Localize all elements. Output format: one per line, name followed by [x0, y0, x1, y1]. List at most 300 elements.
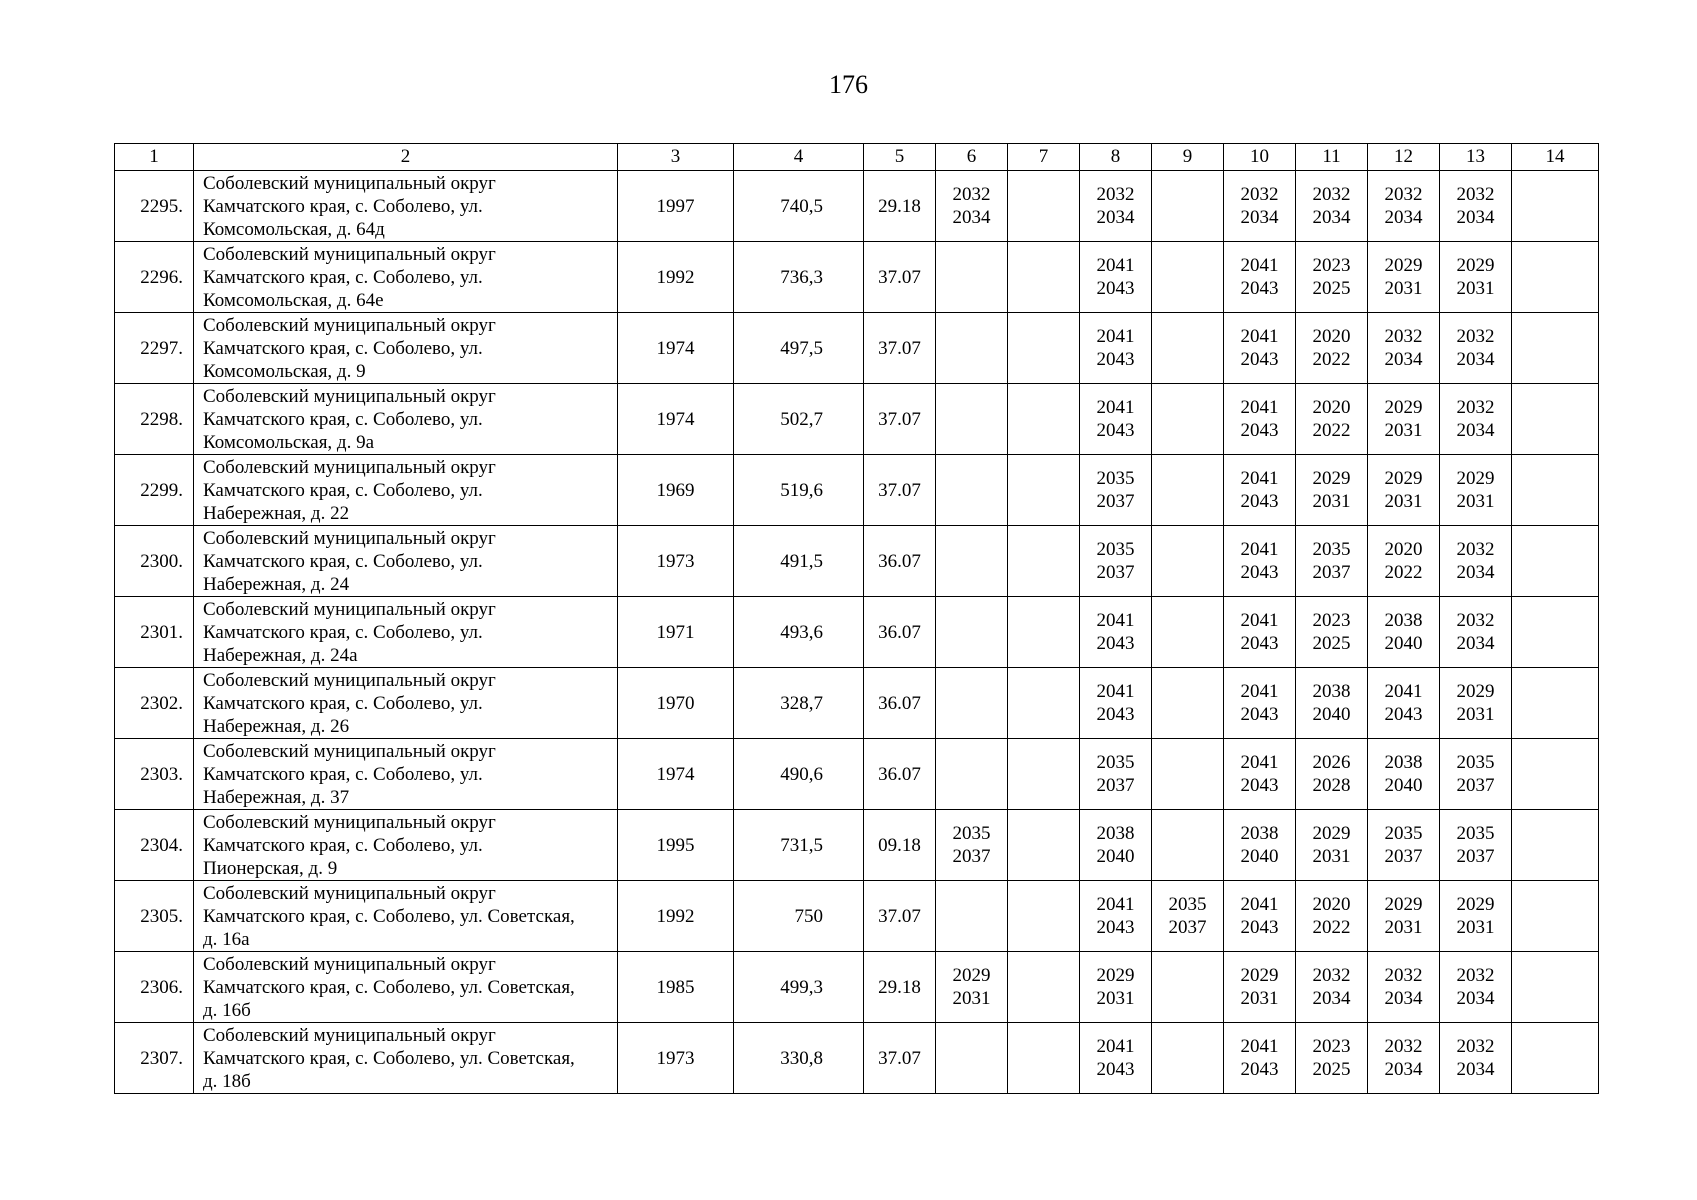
period-cell-c11-line: 2020 — [1312, 326, 1351, 347]
code-cell — [864, 1023, 936, 1094]
period-cell-c8-line: 2037 — [1096, 775, 1135, 796]
period-cell-c10-line: 2043 — [1240, 633, 1279, 654]
period-cell-c10-line: 2041 — [1240, 681, 1279, 702]
period-cell-c10-line: 2043 — [1240, 349, 1279, 370]
period-cell-c6 — [936, 810, 1008, 881]
year-cell — [618, 952, 734, 1023]
period-cell-c8 — [1080, 455, 1152, 526]
period-cell-c11 — [1296, 668, 1368, 739]
period-cell-c8 — [1080, 384, 1152, 455]
year-cell-line: 1970 — [656, 692, 695, 714]
period-cell-c7 — [1008, 384, 1080, 455]
area-cell — [734, 597, 864, 668]
period-cell-c12-line: 2031 — [1384, 278, 1423, 299]
table-row — [115, 1023, 1599, 1094]
period-cell-c10 — [1224, 597, 1296, 668]
period-cell-c6 — [936, 739, 1008, 810]
period-cell-c13-line: 2031 — [1456, 491, 1495, 512]
header-cell: 8 — [1080, 144, 1152, 171]
row-number-cell — [115, 313, 194, 384]
year-cell-line: 1974 — [656, 337, 695, 359]
period-cell-c13 — [1440, 313, 1512, 384]
code-cell — [864, 171, 936, 242]
year-cell — [618, 384, 734, 455]
address-cell — [194, 171, 618, 242]
period-cell-c8-line: 2041 — [1096, 255, 1135, 276]
code-cell — [864, 313, 936, 384]
period-cell-c9 — [1152, 242, 1224, 313]
period-cell-c10-line: 2040 — [1240, 846, 1279, 867]
year-cell-line: 1992 — [656, 266, 695, 288]
table-header-row — [115, 144, 1599, 171]
period-cell-c6 — [936, 952, 1008, 1023]
area-cell — [734, 526, 864, 597]
period-cell-c8 — [1080, 1023, 1152, 1094]
period-cell-c13-line: 2031 — [1456, 278, 1495, 299]
period-cell-c10 — [1224, 455, 1296, 526]
period-cell-c8-line: 2043 — [1096, 420, 1135, 441]
area-cell-line: 491,5 — [780, 550, 823, 572]
period-cell-c12 — [1368, 384, 1440, 455]
period-cell-c11-line: 2037 — [1312, 562, 1351, 583]
period-cell-c8-line: 2031 — [1096, 988, 1135, 1009]
period-cell-c10 — [1224, 242, 1296, 313]
address-cell-line: Набережная, д. 24а — [203, 644, 358, 666]
year-cell-line: 1992 — [656, 905, 695, 927]
period-cell-c13-line: 2031 — [1456, 917, 1495, 938]
area-cell — [734, 171, 864, 242]
period-cell-c10-line: 2041 — [1240, 255, 1279, 276]
period-cell-c6 — [936, 242, 1008, 313]
area-cell-line: 497,5 — [780, 337, 823, 359]
period-cell-c10-line: 2041 — [1240, 539, 1279, 560]
period-cell-c10-line: 2043 — [1240, 562, 1279, 583]
address-cell — [194, 668, 618, 739]
year-cell-line: 1997 — [656, 195, 695, 217]
period-cell-c13-line: 2032 — [1456, 397, 1495, 418]
area-cell — [734, 952, 864, 1023]
period-cell-c10-line: 2029 — [1240, 965, 1279, 986]
period-cell-c7 — [1008, 455, 1080, 526]
period-cell-c13 — [1440, 242, 1512, 313]
period-cell-c13 — [1440, 881, 1512, 952]
period-cell-c13-line: 2032 — [1456, 184, 1495, 205]
period-cell-c10-line: 2041 — [1240, 468, 1279, 489]
address-cell-line: Камчатского края, с. Соболево, ул. — [203, 550, 483, 572]
period-cell-c13-line: 2034 — [1456, 562, 1495, 583]
period-cell-c10-line: 2043 — [1240, 1059, 1279, 1080]
address-cell-line: Соболевский муниципальный округ — [203, 598, 496, 620]
period-cell-c6-line: 2034 — [952, 207, 991, 228]
header-cell: 2 — [194, 144, 618, 171]
period-cell-c13-line: 2032 — [1456, 1036, 1495, 1057]
period-cell-c8-line: 2037 — [1096, 562, 1135, 583]
period-cell-c8-line: 2041 — [1096, 610, 1135, 631]
period-cell-c11-line: 2032 — [1312, 184, 1351, 205]
row-number-cell — [115, 739, 194, 810]
period-cell-c12-line: 2035 — [1384, 823, 1423, 844]
header-cell: 11 — [1296, 144, 1368, 171]
area-cell-line: 330,8 — [780, 1047, 823, 1069]
period-cell-c8 — [1080, 313, 1152, 384]
period-cell-c9 — [1152, 810, 1224, 881]
address-cell-line: Камчатского края, с. Соболево, ул. Советская, — [203, 1047, 575, 1069]
period-cell-c12 — [1368, 171, 1440, 242]
period-cell-c13-line: 2029 — [1456, 468, 1495, 489]
period-cell-c8-line: 2038 — [1096, 823, 1135, 844]
address-cell-line: Камчатского края, с. Соболево, ул. — [203, 763, 483, 785]
period-cell-c13-line: 2031 — [1456, 704, 1495, 725]
period-cell-c8-line: 2043 — [1096, 1059, 1135, 1080]
period-cell-c12 — [1368, 597, 1440, 668]
code-cell — [864, 455, 936, 526]
row-number-cell-line: 2305. — [140, 905, 183, 927]
period-cell-c11 — [1296, 171, 1368, 242]
area-cell-line: 490,6 — [780, 763, 823, 785]
period-cell-c13-line: 2034 — [1456, 1059, 1495, 1080]
address-cell-line: Соболевский муниципальный округ — [203, 172, 496, 194]
period-cell-c8-line: 2029 — [1096, 965, 1135, 986]
area-cell-line: 328,7 — [780, 692, 823, 714]
register-table — [114, 143, 1599, 1094]
code-cell — [864, 881, 936, 952]
period-cell-c12-line: 2031 — [1384, 420, 1423, 441]
period-cell-c8-line: 2035 — [1096, 752, 1135, 773]
period-cell-c8-line: 2043 — [1096, 349, 1135, 370]
period-cell-c12-line: 2029 — [1384, 255, 1423, 276]
period-cell-c10-line: 2038 — [1240, 823, 1279, 844]
address-cell-line: Соболевский муниципальный округ — [203, 740, 496, 762]
code-cell-line: 37.07 — [878, 337, 921, 359]
year-cell-line: 1971 — [656, 621, 695, 643]
period-cell-c12-line: 2034 — [1384, 1059, 1423, 1080]
row-number-cell-line: 2298. — [140, 408, 183, 430]
period-cell-c8-line: 2032 — [1096, 184, 1135, 205]
code-cell — [864, 597, 936, 668]
row-number-cell — [115, 526, 194, 597]
address-cell-line: Соболевский муниципальный округ — [203, 811, 496, 833]
period-cell-c13-line: 2034 — [1456, 207, 1495, 228]
year-cell-line: 1995 — [656, 834, 695, 856]
address-cell-line: Соболевский муниципальный округ — [203, 385, 496, 407]
address-cell — [194, 597, 618, 668]
period-cell-c13-line: 2037 — [1456, 775, 1495, 796]
period-cell-c8 — [1080, 668, 1152, 739]
period-cell-c12-line: 2031 — [1384, 917, 1423, 938]
address-cell-line: Комсомольская, д. 64е — [203, 289, 384, 311]
period-cell-c14 — [1512, 526, 1599, 597]
period-cell-c10-line: 2043 — [1240, 420, 1279, 441]
period-cell-c12 — [1368, 1023, 1440, 1094]
period-cell-c11-line: 2023 — [1312, 255, 1351, 276]
code-cell-line: 09.18 — [878, 834, 921, 856]
period-cell-c13 — [1440, 739, 1512, 810]
period-cell-c9 — [1152, 313, 1224, 384]
address-cell-line: Камчатского края, с. Соболево, ул. — [203, 337, 483, 359]
period-cell-c6-line: 2031 — [952, 988, 991, 1009]
row-number-cell — [115, 597, 194, 668]
period-cell-c11-line: 2029 — [1312, 823, 1351, 844]
period-cell-c10 — [1224, 952, 1296, 1023]
address-cell-line: Набережная, д. 22 — [203, 502, 350, 524]
page-number: 176 — [829, 70, 868, 99]
period-cell-c14 — [1512, 739, 1599, 810]
period-cell-c12-line: 2038 — [1384, 610, 1423, 631]
year-cell — [618, 739, 734, 810]
address-cell — [194, 313, 618, 384]
header-cell: 6 — [936, 144, 1008, 171]
year-cell — [618, 526, 734, 597]
row-number-cell-line: 2307. — [140, 1047, 183, 1069]
code-cell-line: 29.18 — [878, 195, 921, 217]
header-cell: 5 — [864, 144, 936, 171]
address-cell-line: д. 16б — [203, 999, 251, 1021]
code-cell-line: 37.07 — [878, 479, 921, 501]
period-cell-c8-line: 2037 — [1096, 491, 1135, 512]
period-cell-c10-line: 2043 — [1240, 775, 1279, 796]
period-cell-c14 — [1512, 810, 1599, 881]
period-cell-c13-line: 2035 — [1456, 823, 1495, 844]
row-number-cell — [115, 668, 194, 739]
area-cell — [734, 1023, 864, 1094]
period-cell-c12 — [1368, 242, 1440, 313]
year-cell — [618, 881, 734, 952]
period-cell-c12-line: 2034 — [1384, 988, 1423, 1009]
address-cell — [194, 952, 618, 1023]
header-cell: 14 — [1512, 144, 1599, 171]
period-cell-c8 — [1080, 739, 1152, 810]
period-cell-c11-line: 2020 — [1312, 397, 1351, 418]
code-cell — [864, 668, 936, 739]
period-cell-c12-line: 2032 — [1384, 965, 1423, 986]
header-cell: 13 — [1440, 144, 1512, 171]
period-cell-c8 — [1080, 952, 1152, 1023]
period-cell-c11-line: 2025 — [1312, 278, 1351, 299]
period-cell-c9 — [1152, 455, 1224, 526]
address-cell-line: Комсомольская, д. 64д — [203, 218, 385, 240]
period-cell-c6 — [936, 597, 1008, 668]
period-cell-c11 — [1296, 384, 1368, 455]
period-cell-c12-line: 2037 — [1384, 846, 1423, 867]
period-cell-c8 — [1080, 242, 1152, 313]
period-cell-c14 — [1512, 952, 1599, 1023]
period-cell-c11-line: 2025 — [1312, 633, 1351, 654]
period-cell-c8-line: 2041 — [1096, 326, 1135, 347]
period-cell-c6-line: 2032 — [952, 184, 991, 205]
period-cell-c11-line: 2032 — [1312, 965, 1351, 986]
area-cell-line: 731,5 — [780, 834, 823, 856]
address-cell-line: Комсомольская, д. 9 — [203, 360, 366, 382]
address-cell-line: Соболевский муниципальный округ — [203, 953, 496, 975]
period-cell-c13 — [1440, 1023, 1512, 1094]
row-number-cell-line: 2300. — [140, 550, 183, 572]
period-cell-c12-line: 2022 — [1384, 562, 1423, 583]
address-cell-line: Камчатского края, с. Соболево, ул. — [203, 195, 483, 217]
period-cell-c12-line: 2043 — [1384, 704, 1423, 725]
period-cell-c13 — [1440, 810, 1512, 881]
row-number-cell-line: 2304. — [140, 834, 183, 856]
period-cell-c10-line: 2043 — [1240, 917, 1279, 938]
address-cell-line: Камчатского края, с. Соболево, ул. — [203, 266, 483, 288]
period-cell-c13-line: 2035 — [1456, 752, 1495, 773]
period-cell-c13-line: 2034 — [1456, 420, 1495, 441]
period-cell-c14 — [1512, 455, 1599, 526]
year-cell-line: 1974 — [656, 408, 695, 430]
area-cell-line: 502,7 — [780, 408, 823, 430]
period-cell-c11 — [1296, 952, 1368, 1023]
year-cell — [618, 171, 734, 242]
code-cell — [864, 526, 936, 597]
address-cell-line: Камчатского края, с. Соболево, ул. — [203, 479, 483, 501]
period-cell-c8-line: 2034 — [1096, 207, 1135, 228]
address-cell-line: Соболевский муниципальный округ — [203, 1024, 496, 1046]
period-cell-c10-line: 2032 — [1240, 184, 1279, 205]
year-cell — [618, 810, 734, 881]
code-cell-line: 36.07 — [878, 550, 921, 572]
address-cell-line: д. 16а — [203, 928, 250, 950]
period-cell-c12 — [1368, 739, 1440, 810]
period-cell-c11 — [1296, 526, 1368, 597]
period-cell-c10-line: 2043 — [1240, 491, 1279, 512]
period-cell-c13-line: 2034 — [1456, 633, 1495, 654]
period-cell-c13 — [1440, 455, 1512, 526]
period-cell-c13-line: 2034 — [1456, 988, 1495, 1009]
period-cell-c12-line: 2041 — [1384, 681, 1423, 702]
period-cell-c11-line: 2020 — [1312, 894, 1351, 915]
period-cell-c13-line: 2032 — [1456, 539, 1495, 560]
header-cell: 3 — [618, 144, 734, 171]
period-cell-c6 — [936, 526, 1008, 597]
period-cell-c13 — [1440, 171, 1512, 242]
row-number-cell-line: 2295. — [140, 195, 183, 217]
period-cell-c13-line: 2029 — [1456, 894, 1495, 915]
address-cell-line: Соболевский муниципальный округ — [203, 882, 496, 904]
row-number-cell — [115, 384, 194, 455]
table-body — [115, 144, 1599, 1094]
code-cell-line: 36.07 — [878, 692, 921, 714]
address-cell-line: Соболевский муниципальный округ — [203, 456, 496, 478]
period-cell-c14 — [1512, 668, 1599, 739]
period-cell-c7 — [1008, 597, 1080, 668]
period-cell-c12 — [1368, 881, 1440, 952]
address-cell-line: Камчатского края, с. Соболево, ул. — [203, 408, 483, 430]
area-cell — [734, 739, 864, 810]
code-cell — [864, 952, 936, 1023]
area-cell — [734, 242, 864, 313]
period-cell-c12-line: 2029 — [1384, 397, 1423, 418]
period-cell-c10-line: 2041 — [1240, 326, 1279, 347]
table-row — [115, 313, 1599, 384]
period-cell-c13-line: 2032 — [1456, 610, 1495, 631]
period-cell-c9 — [1152, 668, 1224, 739]
period-cell-c12 — [1368, 952, 1440, 1023]
period-cell-c14 — [1512, 171, 1599, 242]
period-cell-c14 — [1512, 384, 1599, 455]
row-number-cell-line: 2297. — [140, 337, 183, 359]
year-cell-line: 1985 — [656, 976, 695, 998]
area-cell-line: 750 — [794, 905, 823, 927]
period-cell-c11-line: 2023 — [1312, 610, 1351, 631]
code-cell — [864, 242, 936, 313]
period-cell-c6-line: 2035 — [952, 823, 991, 844]
period-cell-c7 — [1008, 668, 1080, 739]
period-cell-c13-line: 2032 — [1456, 326, 1495, 347]
period-cell-c13-line: 2037 — [1456, 846, 1495, 867]
table-row — [115, 739, 1599, 810]
area-cell-line: 493,6 — [780, 621, 823, 643]
year-cell — [618, 313, 734, 384]
period-cell-c12-line: 2034 — [1384, 207, 1423, 228]
period-cell-c6-line: 2029 — [952, 965, 991, 986]
period-cell-c7 — [1008, 739, 1080, 810]
period-cell-c8-line: 2041 — [1096, 1036, 1135, 1057]
code-cell — [864, 810, 936, 881]
period-cell-c12-line: 2034 — [1384, 349, 1423, 370]
period-cell-c12-line: 2032 — [1384, 184, 1423, 205]
period-cell-c9 — [1152, 384, 1224, 455]
period-cell-c6 — [936, 313, 1008, 384]
address-cell-line: Соболевский муниципальный округ — [203, 243, 496, 265]
period-cell-c7 — [1008, 526, 1080, 597]
period-cell-c11-line: 2031 — [1312, 491, 1351, 512]
period-cell-c7 — [1008, 313, 1080, 384]
area-cell-line: 499,3 — [780, 976, 823, 998]
period-cell-c11 — [1296, 242, 1368, 313]
row-number-cell-line: 2303. — [140, 763, 183, 785]
period-cell-c13-line: 2029 — [1456, 681, 1495, 702]
period-cell-c14 — [1512, 597, 1599, 668]
address-cell — [194, 384, 618, 455]
period-cell-c11 — [1296, 597, 1368, 668]
row-number-cell-line: 2302. — [140, 692, 183, 714]
area-cell — [734, 668, 864, 739]
period-cell-c10-line: 2043 — [1240, 278, 1279, 299]
code-cell-line: 29.18 — [878, 976, 921, 998]
period-cell-c6 — [936, 384, 1008, 455]
period-cell-c11 — [1296, 455, 1368, 526]
row-number-cell-line: 2299. — [140, 479, 183, 501]
header-cell: 7 — [1008, 144, 1080, 171]
code-cell-line: 37.07 — [878, 408, 921, 430]
period-cell-c6 — [936, 171, 1008, 242]
period-cell-c8-line: 2041 — [1096, 681, 1135, 702]
address-cell-line: Соболевский муниципальный округ — [203, 669, 496, 691]
period-cell-c6 — [936, 455, 1008, 526]
period-cell-c11-line: 2029 — [1312, 468, 1351, 489]
code-cell-line: 36.07 — [878, 621, 921, 643]
period-cell-c11-line: 2026 — [1312, 752, 1351, 773]
period-cell-c8-line: 2043 — [1096, 917, 1135, 938]
period-cell-c11 — [1296, 1023, 1368, 1094]
address-cell — [194, 881, 618, 952]
area-cell — [734, 810, 864, 881]
period-cell-c11 — [1296, 810, 1368, 881]
header-cell: 4 — [734, 144, 864, 171]
period-cell-c13-line: 2032 — [1456, 965, 1495, 986]
period-cell-c6 — [936, 1023, 1008, 1094]
period-cell-c13 — [1440, 526, 1512, 597]
period-cell-c7 — [1008, 1023, 1080, 1094]
code-cell-line: 36.07 — [878, 763, 921, 785]
period-cell-c10-line: 2041 — [1240, 894, 1279, 915]
period-cell-c8-line: 2043 — [1096, 278, 1135, 299]
period-cell-c13-line: 2034 — [1456, 349, 1495, 370]
row-number-cell — [115, 952, 194, 1023]
period-cell-c8 — [1080, 171, 1152, 242]
period-cell-c9 — [1152, 597, 1224, 668]
period-cell-c7 — [1008, 242, 1080, 313]
area-cell — [734, 881, 864, 952]
